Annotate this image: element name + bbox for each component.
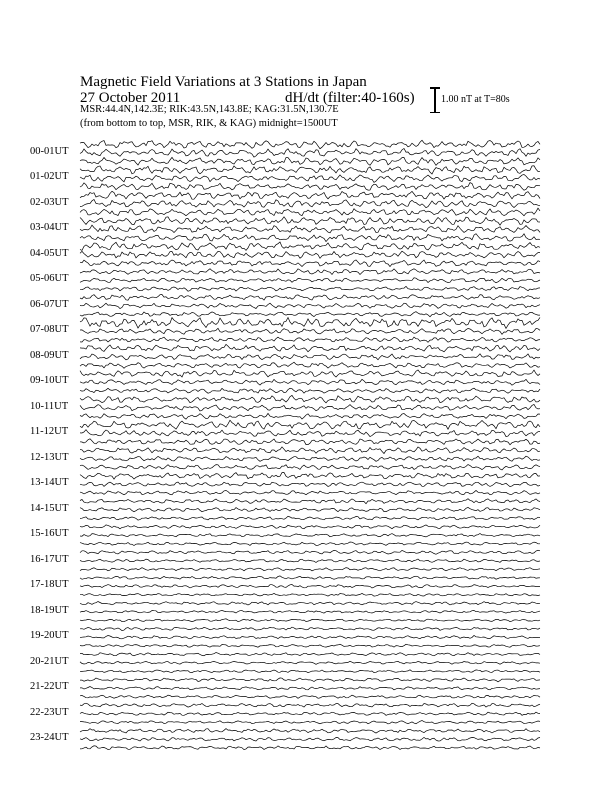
- station-trace: [80, 303, 540, 308]
- hour-label: 11-12UT: [30, 426, 69, 438]
- station-trace: [80, 534, 540, 537]
- station-trace: [80, 627, 540, 631]
- station-trace: [80, 337, 540, 342]
- station-trace: [80, 653, 540, 656]
- station-trace: [80, 149, 540, 158]
- station-trace: [80, 593, 540, 596]
- station-trace: [80, 217, 540, 225]
- station-trace: [80, 157, 540, 165]
- hour-label: 22-23UT: [30, 706, 69, 718]
- station-trace: [80, 644, 540, 647]
- station-trace: [80, 183, 540, 191]
- station-trace: [80, 269, 540, 275]
- hour-label: 01-02UT: [30, 171, 69, 183]
- station-trace: [80, 166, 540, 174]
- chart-filter: dH/dt (filter:40-160s): [285, 90, 415, 106]
- station-trace: [80, 430, 540, 437]
- station-trace: [80, 175, 540, 183]
- hour-label: 02-03UT: [30, 196, 69, 208]
- hour-label: 09-10UT: [30, 375, 69, 387]
- chart-date: 27 October 2011: [80, 90, 181, 106]
- station-trace: [80, 234, 540, 242]
- station-trace: [80, 317, 540, 328]
- station-trace: [80, 278, 540, 283]
- station-trace: [80, 413, 540, 419]
- station-trace: [80, 602, 540, 606]
- station-trace: [80, 525, 540, 529]
- station-trace: [80, 661, 540, 664]
- station-trace: [80, 388, 540, 393]
- station-trace: [80, 362, 540, 368]
- station-trace: [80, 559, 540, 563]
- station-trace: [80, 746, 540, 750]
- hour-label: 18-19UT: [30, 604, 69, 616]
- station-trace: [80, 465, 540, 471]
- hour-label: 20-21UT: [30, 655, 69, 667]
- station-trace: [80, 404, 540, 411]
- hour-label: 03-04UT: [30, 222, 69, 234]
- hour-label: 23-24UT: [30, 732, 69, 744]
- station-trace: [80, 456, 540, 461]
- hour-label: 19-20UT: [30, 630, 69, 642]
- station-trace: [80, 499, 540, 504]
- station-trace: [80, 344, 540, 352]
- station-trace: [80, 507, 540, 511]
- hour-label: 17-18UT: [30, 579, 69, 591]
- hour-label: 15-16UT: [30, 528, 69, 540]
- station-trace: [80, 576, 540, 579]
- station-trace: [80, 354, 540, 360]
- scale-label: 1.00 nT at T=80s: [441, 94, 510, 105]
- station-trace: [80, 395, 540, 403]
- hour-label: 14-15UT: [30, 502, 69, 514]
- station-trace: [80, 568, 540, 571]
- hour-label: 04-05UT: [30, 247, 69, 259]
- station-trace: [80, 585, 540, 589]
- station-trace: [80, 191, 540, 199]
- hour-label: 10-11UT: [30, 400, 69, 412]
- chart-title: Magnetic Field Variations at 3 Stations in Japan: [80, 74, 367, 90]
- station-trace: [80, 482, 540, 487]
- station-trace: [80, 491, 540, 495]
- station-coordinates: MSR:44.4N,142.3E; RIK:43.5N,143.8E; KAG:31.5N,130.7E: [80, 104, 339, 115]
- station-trace: [80, 678, 540, 682]
- hour-label: 21-22UT: [30, 681, 69, 693]
- station-trace: [80, 516, 540, 520]
- station-trace: [80, 295, 540, 301]
- station-trace: [80, 242, 540, 250]
- station-trace: [80, 286, 540, 291]
- hour-label: 06-07UT: [30, 298, 69, 310]
- station-trace: [80, 619, 540, 622]
- station-trace: [80, 550, 540, 554]
- station-trace: [80, 312, 540, 317]
- station-trace: [80, 200, 540, 208]
- station-trace: [80, 208, 540, 216]
- station-trace: [80, 729, 540, 734]
- station-trace: [80, 687, 540, 690]
- station-trace: [80, 636, 540, 639]
- hour-label: 05-06UT: [30, 273, 69, 285]
- hour-label: 07-08UT: [30, 324, 69, 336]
- station-trace: [80, 737, 540, 741]
- station-trace: [80, 473, 540, 480]
- station-trace: [80, 670, 540, 673]
- hour-label: 16-17UT: [30, 553, 69, 565]
- station-trace: [80, 721, 540, 724]
- station-trace: [80, 695, 540, 698]
- station-trace: [80, 703, 540, 707]
- station-order-note: (from bottom to top, MSR, RIK, & KAG) midnight=1500UT: [80, 118, 338, 129]
- station-trace: [80, 611, 540, 614]
- hour-label: 13-14UT: [30, 477, 69, 489]
- station-trace: [80, 712, 540, 715]
- station-trace: [80, 140, 540, 148]
- station-trace: [80, 328, 540, 334]
- station-trace: [80, 260, 540, 267]
- station-trace: [80, 542, 540, 546]
- hour-label: 12-13UT: [30, 451, 69, 463]
- hour-label: 00-01UT: [30, 145, 69, 157]
- station-trace: [80, 251, 540, 258]
- station-trace: [80, 420, 540, 429]
- station-trace: [80, 370, 540, 377]
- station-trace: [80, 379, 540, 385]
- station-trace: [80, 439, 540, 445]
- station-trace: [80, 447, 540, 454]
- hour-label: 08-09UT: [30, 349, 69, 361]
- station-trace: [80, 225, 540, 233]
